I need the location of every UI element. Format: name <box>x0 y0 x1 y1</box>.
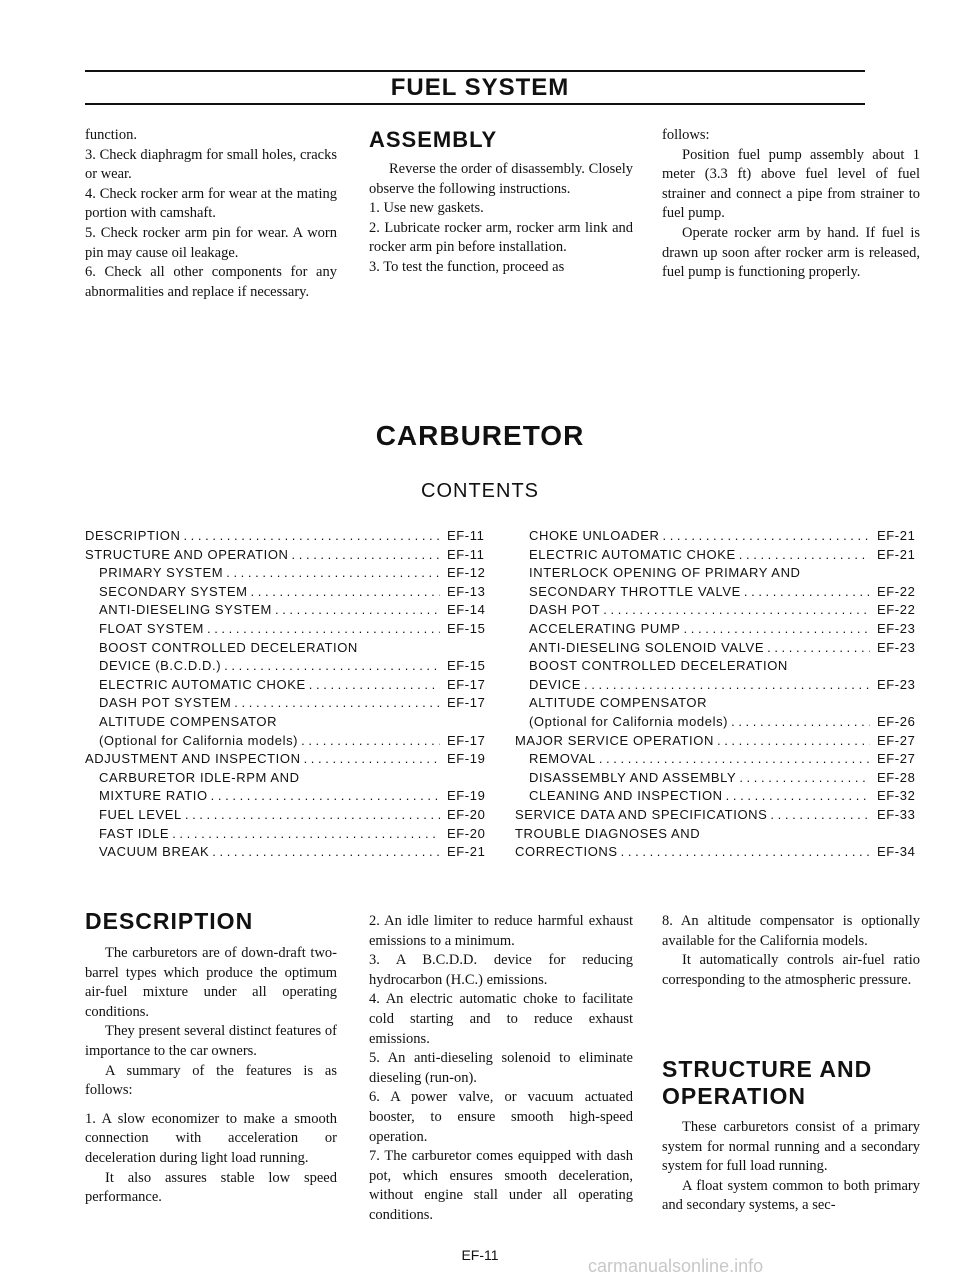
toc-entry-label: ANTI-DIESELING SOLENOID VALVE <box>529 639 765 655</box>
toc-entry <box>515 601 915 620</box>
toc-leader-dots <box>744 583 870 602</box>
paragraph: Position fuel pump assembly about 1 meter (3.3 ft) above fuel level of fuel strainer and connect a pipe from strainer to fuel pump. <box>662 146 920 222</box>
toc-left <box>85 527 485 862</box>
toc-leader-dots <box>224 657 440 676</box>
toc-entry-label: CHOKE UNLOADER <box>529 528 660 543</box>
toc-entry <box>515 713 915 732</box>
paragraph: They present several distinct features of importance to the car owners. <box>85 1023 337 1059</box>
toc-entry-label: DEVICE (B.C.D.D.) <box>99 658 222 674</box>
toc-entry <box>515 732 915 751</box>
toc-entry-page: EF-28 <box>877 769 915 785</box>
list-item: 6. A power valve, or vacuum actuated booster, to ensure smooth high-speed operation. <box>369 1089 633 1145</box>
toc-entry-page: EF-22 <box>877 583 915 599</box>
toc-entry <box>515 843 915 862</box>
toc-entry-page: EF-13 <box>447 583 485 599</box>
list-item: 1. A slow economizer to make a smooth connection with acceleration or deceleration during light load running. <box>85 1110 337 1166</box>
toc-entry-label: ALTITUDE COMPENSATOR <box>529 695 708 711</box>
toc-entry-page: EF-17 <box>447 676 485 692</box>
toc-entry <box>515 527 915 546</box>
paragraph: A summary of the features is as follows: <box>85 1062 337 1099</box>
toc-right <box>515 527 915 862</box>
toc-entry-page: EF-23 <box>877 620 915 636</box>
toc-entry <box>515 583 915 602</box>
toc-entry <box>515 694 915 713</box>
toc-entry <box>85 843 485 862</box>
section-title: CARBURETOR <box>375 420 585 451</box>
toc-entry-page <box>873 657 915 676</box>
toc-entry-page: EF-21 <box>877 546 915 562</box>
toc-entry-label: ADJUSTMENT AND INSPECTION <box>85 751 301 767</box>
toc-entry-label: SERVICE DATA AND SPECIFICATIONS <box>515 806 768 822</box>
toc-leader-dots <box>212 843 440 862</box>
toc-entry <box>85 694 485 713</box>
toc-entry-page: EF-12 <box>447 565 485 581</box>
toc-leader-dots <box>292 546 440 565</box>
toc-entry-page: EF-15 <box>447 658 485 674</box>
toc-entry-label: ACCELERATING PUMP <box>529 620 681 636</box>
toc-leader-dots <box>584 676 870 695</box>
top-column-2 <box>369 160 633 278</box>
toc-entry-page: EF-27 <box>877 751 915 767</box>
toc-entry <box>85 732 485 751</box>
toc-entry <box>515 620 915 639</box>
list-item: 5. Check rocker arm pin for wear. A worn pin may cause oil leakage. <box>85 224 337 261</box>
toc-leader-dots <box>301 732 440 751</box>
description-heading: DESCRIPTION <box>85 908 254 934</box>
toc-leader-dots <box>251 583 440 602</box>
toc-entry <box>85 583 485 602</box>
paragraph: The carburetors are of down-draft two-barrel types which produce the optimum air-fuel mixture under all operating conditions. <box>85 945 337 1020</box>
list-item: 2. Lubricate rocker arm, rocker arm link and rocker arm pin before installation. <box>369 219 633 256</box>
toc-entry <box>85 657 485 676</box>
toc-entry-page: EF-21 <box>447 844 485 860</box>
list-item: 3. To test the function, proceed as <box>369 258 565 275</box>
toc-entry-page <box>873 564 915 583</box>
toc-entry <box>85 787 485 806</box>
toc-entry <box>85 639 485 658</box>
list-item: 3. Check diaphragm for small holes, cracks or wear. <box>85 146 337 183</box>
toc-leader-dots <box>767 639 870 658</box>
toc-entry <box>85 806 485 825</box>
header-rule-top <box>85 70 865 72</box>
toc-entry-page: EF-26 <box>877 713 915 729</box>
toc-entry-page: EF-23 <box>877 639 915 655</box>
toc-entry-label: MIXTURE RATIO <box>99 788 208 804</box>
toc-entry-page: EF-32 <box>877 788 915 804</box>
toc-leader-dots <box>211 787 440 806</box>
toc-leader-dots <box>684 620 870 639</box>
list-item: 5. An anti-dieseling solenoid to eliminate dieseling (run-on). <box>369 1050 633 1086</box>
toc-leader-dots <box>207 620 440 639</box>
toc-entry <box>515 564 915 583</box>
toc-entry-page: EF-14 <box>447 602 485 618</box>
toc-leader-dots <box>275 601 440 620</box>
paragraph: These carburetors consist of a primary system for normal running and a secondary system for full load running. <box>662 1119 920 1175</box>
toc-entry-label: PRIMARY SYSTEM <box>99 565 224 581</box>
toc-entry-label: ALTITUDE COMPENSATOR <box>99 713 278 729</box>
assembly-heading: ASSEMBLY <box>369 127 498 152</box>
toc-entry-label: FUEL LEVEL <box>99 806 182 822</box>
toc-leader-dots <box>739 769 870 788</box>
list-item: 6. Check all other components for any abnormalities and replace if necessary. <box>85 264 337 300</box>
toc-entry-page: EF-17 <box>447 732 485 748</box>
toc-entry-label: ANTI-DIESELING SYSTEM <box>99 602 272 618</box>
watermark: carmanualsonline.info <box>588 1256 764 1276</box>
paragraph: It automatically controls air-fuel ratio corresponding to the atmospheric pressure. <box>662 952 920 988</box>
toc-entry <box>515 657 915 676</box>
toc-entry-page: EF-11 <box>447 546 485 562</box>
toc-entry <box>515 639 915 658</box>
toc-leader-dots <box>183 527 440 546</box>
toc-entry <box>85 676 485 695</box>
toc-entry-page: EF-33 <box>877 806 915 822</box>
toc-entry-label: DESCRIPTION <box>85 528 181 543</box>
toc-entry <box>85 564 485 583</box>
paragraph: function. <box>85 127 137 143</box>
toc-entry-label: BOOST CONTROLLED DECELERATION <box>529 658 788 674</box>
list-item: 8. An altitude compensator is optionally available for the California models. <box>662 913 920 949</box>
toc-entry <box>515 806 915 825</box>
toc-entry-label: ELECTRIC AUTOMATIC CHOKE <box>99 676 306 692</box>
toc-entry <box>515 787 915 806</box>
toc-leader-dots <box>726 787 870 806</box>
toc-entry-page: EF-34 <box>877 844 915 860</box>
toc-entry-label: CARBURETOR IDLE-RPM AND <box>99 769 300 785</box>
toc-entry <box>85 546 485 565</box>
top-column-1 <box>85 126 337 302</box>
toc-entry-label: MAJOR SERVICE OPERATION <box>515 732 714 748</box>
toc-leader-dots <box>770 806 870 825</box>
toc-entry-label: VACUUM BREAK <box>99 844 210 860</box>
toc-entry <box>515 750 915 769</box>
bottom-column-2 <box>369 912 633 1226</box>
toc-entry-label: DEVICE <box>529 676 582 692</box>
toc-entry-label: DASH POT SYSTEM <box>99 695 232 711</box>
toc-entry-label: BOOST CONTROLLED DECELERATION <box>99 639 358 655</box>
header-rule-bottom <box>85 103 865 105</box>
page-number: EF-11 <box>461 1247 499 1263</box>
contents-title: CONTENTS <box>421 480 539 502</box>
toc-leader-dots <box>731 713 870 732</box>
toc-entry-label: DASH POT <box>529 602 601 618</box>
bottom-column-3 <box>662 1118 920 1216</box>
toc-leader-dots <box>603 601 870 620</box>
toc-entry-label: SECONDARY SYSTEM <box>99 583 248 599</box>
toc-entry-page: EF-20 <box>447 825 485 841</box>
toc-entry-page <box>873 694 915 713</box>
list-item: 4. An electric automatic choke to facilitate cold starting and to reduce exhaust emissions. <box>369 991 633 1047</box>
toc-entry-page: EF-22 <box>877 602 915 618</box>
toc-entry-label: ELECTRIC AUTOMATIC CHOKE <box>529 546 736 562</box>
toc-entry <box>515 676 915 695</box>
paragraph: A float system common to both primary and secondary systems, a sec- <box>662 1177 920 1214</box>
structure-heading <box>662 1056 872 1110</box>
paragraph: It also assures stable low speed performance. <box>85 1169 337 1206</box>
toc-leader-dots <box>234 694 440 713</box>
toc-leader-dots <box>172 825 440 844</box>
toc-entry <box>85 769 485 788</box>
toc-entry-label: REMOVAL <box>529 751 596 767</box>
toc-leader-dots <box>621 843 870 862</box>
toc-entry-label: DISASSEMBLY AND ASSEMBLY <box>529 769 737 785</box>
bottom-column-3-intro <box>662 912 920 990</box>
bottom-column-1 <box>85 944 337 1208</box>
list-item: 7. The carburetor comes equipped with dash pot, which ensures smooth deceleration, without engine stall under all operating conditions. <box>369 1148 633 1223</box>
toc-entry-label: INTERLOCK OPENING OF PRIMARY AND <box>529 565 801 581</box>
toc-leader-dots <box>185 806 440 825</box>
toc-entry-label: CORRECTIONS <box>515 844 618 860</box>
toc-entry-label: (Optional for California models) <box>99 732 299 748</box>
toc-entry-label: SECONDARY THROTTLE VALVE <box>529 583 741 599</box>
toc-entry-page: EF-15 <box>447 620 485 636</box>
list-item: 4. Check rocker arm for wear at the mating portion with camshaft. <box>85 185 337 222</box>
toc-entry-page: EF-19 <box>447 751 485 767</box>
toc-leader-dots <box>304 750 440 769</box>
paragraph: Operate rocker arm by hand. If fuel is drawn up soon after rocker arm is released, fuel pump is functioning properly. <box>662 224 920 281</box>
toc-entry-page: EF-11 <box>447 528 485 543</box>
toc-entry-label: TROUBLE DIAGNOSES AND <box>515 825 701 841</box>
toc-entry-page: EF-27 <box>877 732 915 748</box>
toc-entry-page: EF-23 <box>877 676 915 692</box>
toc-entry <box>85 713 485 732</box>
list-item: 1. Use new gaskets. <box>369 200 484 217</box>
toc-entry-page <box>443 639 485 658</box>
toc-entry <box>515 546 915 565</box>
toc-entry-page: EF-20 <box>447 806 485 822</box>
toc-entry <box>85 601 485 620</box>
toc-entry-page <box>443 713 485 732</box>
top-column-3 <box>662 126 920 283</box>
toc-entry <box>515 769 915 788</box>
page-header-title: FUEL SYSTEM <box>390 74 570 101</box>
toc-leader-dots <box>309 676 440 695</box>
toc-entry-label: FAST IDLE <box>99 825 170 841</box>
toc-leader-dots <box>717 732 870 751</box>
list-item: 3. A B.C.D.D. device for reducing hydrocarbon (H.C.) emissions. <box>369 952 633 988</box>
toc-entry-page: EF-19 <box>447 788 485 804</box>
list-item: 2. An idle limiter to reduce harmful exhaust emissions to a minimum. <box>369 913 633 949</box>
toc-entry-label: STRUCTURE AND OPERATION <box>85 546 289 562</box>
toc-entry-label: (Optional for California models) <box>529 713 729 729</box>
paragraph: Reverse the order of disassembly. Closely observe the following instructions. <box>369 161 633 197</box>
toc-entry <box>85 620 485 639</box>
toc-entry-page: EF-17 <box>447 695 485 711</box>
toc-entry <box>85 527 485 546</box>
toc-leader-dots <box>739 546 870 565</box>
toc-entry <box>515 825 915 844</box>
toc-entry <box>85 750 485 769</box>
toc-leader-dots <box>599 750 870 769</box>
structure-heading-line-1: STRUCTURE AND <box>662 1056 873 1082</box>
toc-entry-page <box>443 769 485 788</box>
toc-entry-page: EF-21 <box>877 528 915 543</box>
toc-entry-page <box>873 825 915 844</box>
toc-entry-label: CLEANING AND INSPECTION <box>529 788 723 804</box>
toc-leader-dots <box>662 527 870 546</box>
structure-heading-line-2: OPERATION <box>662 1083 807 1109</box>
toc-leader-dots <box>226 564 440 583</box>
paragraph: follows: <box>662 127 710 143</box>
toc-entry-label: FLOAT SYSTEM <box>99 620 204 636</box>
toc-entry <box>85 825 485 844</box>
